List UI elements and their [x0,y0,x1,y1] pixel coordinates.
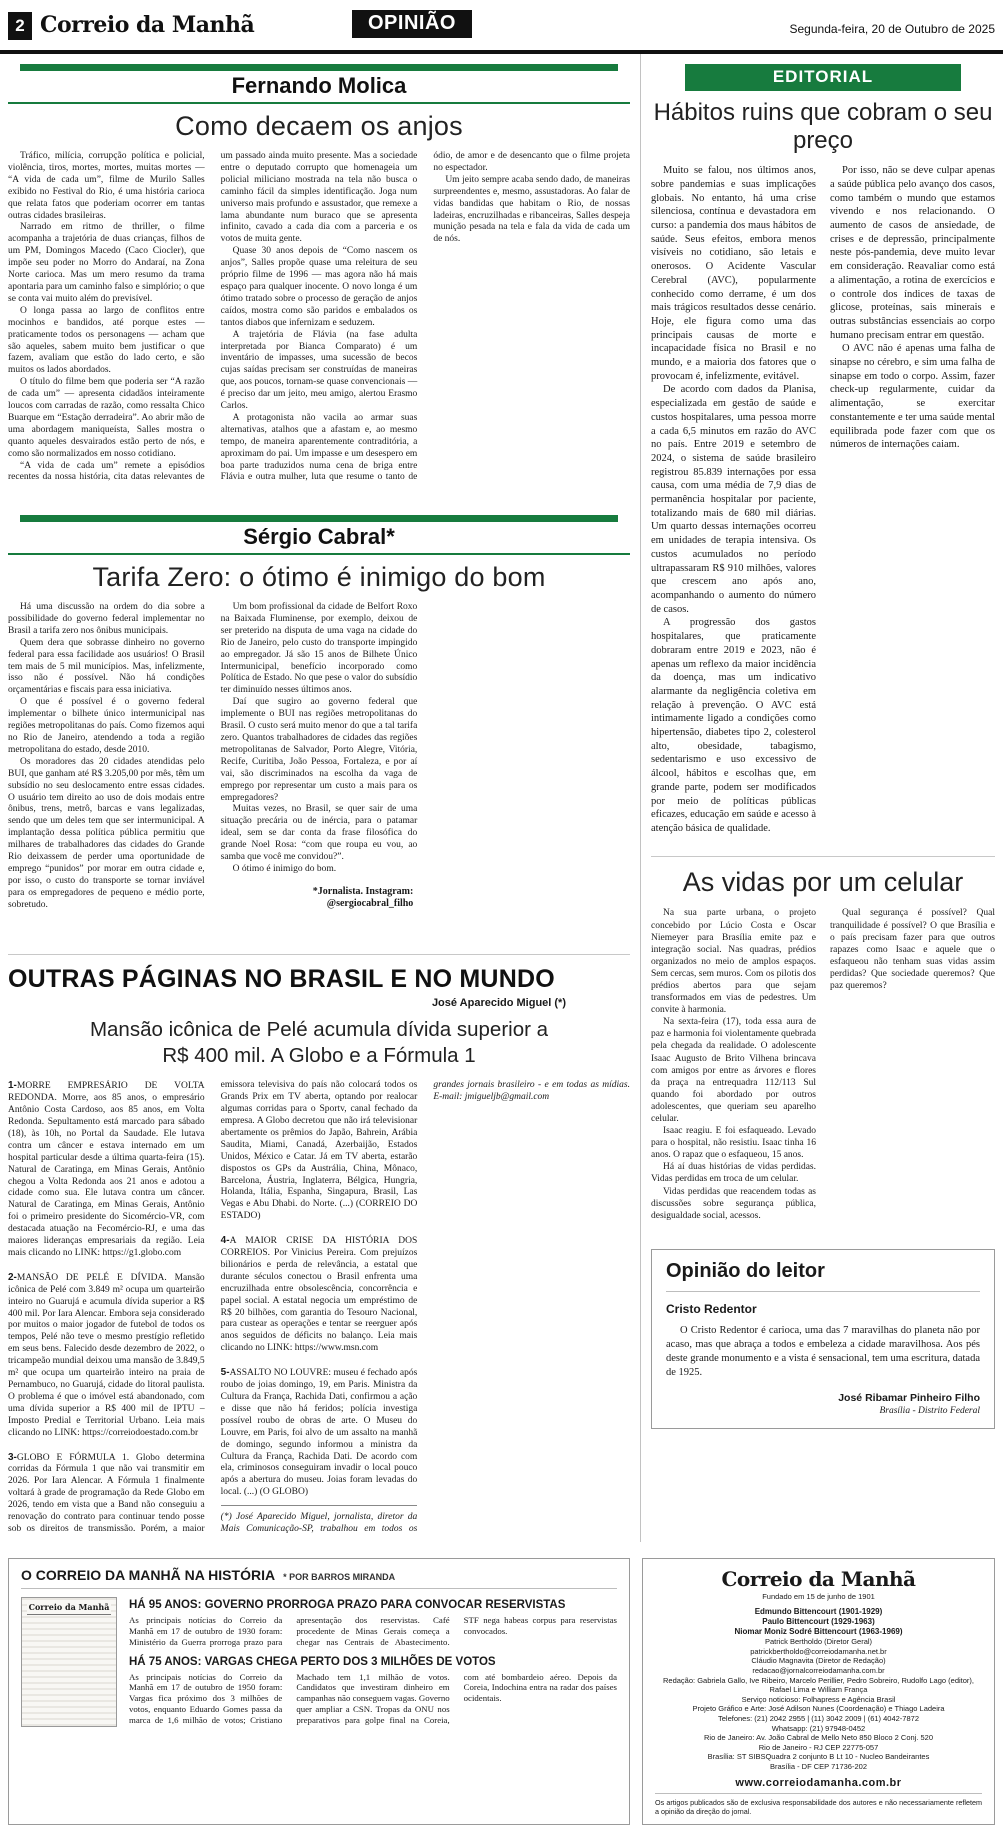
leitor-title: Opinião do leitor [666,1260,825,1283]
paragraph: “A vida de cada um” remete a episódios recentes da nossa história, cita datas relevantes de um passado ainda muito presente. Mas a sociedade entre o deputado corrupto que homenageia um policial miliciano mostrada na tela não busca o caminho fácil da simples identificação. Joga num universo mais profundo e assustador, que remexe a lama abundante num buraco que se apresenta infinito, cavado a cada dia com a parceria e os votos de muita gente. [8,151,418,483]
editorial-label: EDITORIAL [685,64,960,91]
paragraph: Daí que sugiro ao governo federal que implemente o BUI nas regiões metropolitanas do Brasil. O custo será muito menor do que a tal tarifa zero. Quantos trabalhadores de cidades das regiões metropolitanas de Salvador, Porto Alegre, Vitória, Recife, Curitiba, João Pessoa, Fortaleza, e por aí vai, são discriminados na escolha da vaga de emprego por representar um custo a mais para os empregadores? [220,697,418,803]
news-item-text: Morre, aos 85 anos, o empresário Antônio Costa Cardoso, aos 85 anos, em Volta Redonda. Sepultamento está marcado para sábado (18), às 10h, no Portal da Saudade. Ele lutava contra um câncer e estava internado em um hospital particular desde a última quarta-feira (15). Natural de Caratinga, em Minas Gerais, Antônio chegou a Volta Redonda aos 21 anos e adotou a cidade como sua. Ele lutava contra um câncer. Natural de Caratinga, em Minas Gerais, Antônio foi o primeiro presidente do Sicomércio-VR, com destacada atuação na Fecomércio-RJ, e uma das maiores lideranças empresariais da região. Leia mais clicando no LINK: https://g1.globo.com [8,1093,205,1258]
page-number-badge: 2 [8,12,32,40]
masthead-disclaimer: Os artigos publicados são de exclusiva responsabilidade dos autores e não necessariamente refletem a opinião da direção do jornal. [655,1793,982,1816]
article-cabral [8,515,630,934]
paragraph: Muito se falou, nos últimos anos, sobre pandemias e suas implicações globais. No entanto, há uma crise silenciosa, contínua e devastadora em curso: a pandemia dos maus hábitos de saúde. Seus efeitos, embora menos visíveis no cotidiano, são letais e onerosos. O Acidente Vascular Cerebral (AVC), popularmente conhecido como derrame, é um dos mais trágicos resultados desse cenário. Hoje, ele figura como uma das principais causas de morte e incapacidade física no Brasil e no mundo, e a maioria dos fatores que o provocam é, infelizmente, evitável. [651,165,816,382]
news-item [221,1367,418,1499]
page-header [0,0,1003,50]
history-item1-heading: HÁ 95 ANOS: GOVERNO PRORROGA PRAZO PARA CONVOCAR RESERVISTAS [129,1599,566,1612]
founder-line: Niomar Moniz Sodré Bittencourt (1963-1969) [734,1627,903,1637]
outras-body-columns [8,1080,630,1542]
leitor-signature: José Ribamar Pinheiro Filho [838,1392,980,1405]
cabral-green-rule [8,553,630,555]
outras-items [8,1080,417,1542]
paragraph: O AVC não é apenas uma falha de sinapse no cérebro, e sim uma falha de sinapse em todo o corpo. Assim, fazer check-up regularmente, cuidar da alimentação, se exercitar constantemente e ter uma saúde mental equilibrada pode fazer com que os números de internações caiam. [830,343,995,451]
masthead-box [642,1558,995,1824]
bottom-row [0,1558,1003,1824]
history-item1-body: As principais notícias do Correio da Manhã em 17 de outubro de 1930 foram: Ministério da Guerra prorroga prazo para apresentação dos reservistas. Café procedente de Minas Gerais começa a chegar nas Centrais de Abastecimento. STF nega habeas corpus para reservistas convocados. [129,1615,617,1647]
molica-green-bar [20,64,617,71]
history-body [21,1597,617,1733]
paragraph: Narrado em ritmo de thriller, o filme acompanha a trajetória de duas crianças, filhos de um PM, Domingos Macedo (Caco Ciocler), que impõe seu poder no Morro do Andaraí, na Zona Norte carioca. Mas um mero resumo da trama apontaria para um caminho falso e simplório; o que se conta vai muito além do previsível. [8,222,205,304]
section-vidas [651,867,995,1233]
article-molica [8,64,630,489]
section-editorial [651,64,995,846]
news-item-lead: A MAIOR CRISE DA HISTÓRIA DOS CORREIOS. [220,1236,418,1259]
thumbnail-masthead-label: Correio da Manhã [27,1602,111,1615]
cabral-body-columns [8,602,630,934]
newspaper-logo: Correio da Manhã [40,12,255,38]
staff-line: Serviço noticioso: Folhapress e Agência Brasil [741,1694,896,1704]
news-item-number: 3- [8,1451,17,1463]
cabral-footnote [221,886,418,910]
paragraph: A progressão dos gastos hospitalares, que praticamente dobraram entre 2019 e 2023, não é apenas um reflexo da maior incidência da doença, mas um indicativo alarmante da negligência coletiva em relação à prevenção. O AVC está intimamente ligado a condições como hipertensão, diabetes tipo 2, colesterol alto, obesidade, tabagismo, sedentarismo e uso excessivo de álcool, hábitos e escolhas que, em grande parte, podem ser modificados por meio de políticas públicas eficazes, educação em saúde e acesso à atenção básica de qualidade. [651,617,816,834]
staff-line: Telefones: (21) 2042 2955 | (11) 3042 2009 | (61) 4042-7872 [718,1714,919,1723]
paragraph: De acordo com dados da Planisa, especializada em gestão de saúde e custos hospitalares, uma pessoa morre a cada 6,5 minutos em razão do AVC no país. Entre 2019 e setembro de 2024, o sistema de saúde brasileiro registrou 85.839 internações por essa causa, com uma média de 7,9 dias de permanência hospitalar por paciente, totalizando mais de 680 mil diárias. Um quarto dessas internações ocorreu em unidades de terapia intensiva. Os custos acumulados no período ultrapassaram R$ 910 milhões, valores que crescem ano após ano, acompanhando o aumento do número de casos. [651,384,816,615]
molica-paragraphs [8,151,630,489]
staff-line: patrickbertholdo@correiodamanha.net.br [750,1646,887,1656]
news-item-text: museu é fechado após roubo de joias domingo, 19, em Paris. Ministra da Cultura da França, Rachida Dati, confirmou a ação e disse que não há feridos; polícia investiga possível roubo de obras de arte. O Museu do Louvre, em Paris, foi alvo de um assalto na manhã de domingo, segundo informou a ministra da Cultura da França, Rachida Dati. De acordo com ela, criminosos conseguiram invadir o local pouco após a abertura do museu. Joias foram levadas do local. (...) (O GLOBO) [220,1368,418,1498]
news-item-lead: MANSÃO DE PELÉ E DÍVIDA. [16,1272,167,1283]
editorial-headline: Hábitos ruins que cobram o seu preço [653,99,993,154]
paragraph: O longa passa ao largo de conflitos entre mocinhos e bandidos, até porque estes — praticamente todos os personagens — acham que são aqueles, sabem muito bem justificar o que fazem, avaliam que estão do lado certo, e são muitos os lados abordados. [8,305,205,376]
paragraph: Na sexta-feira (17), toda essa aura de paz e harmonia foi violentamente quebrada pela chegada da realidade. O adolescente Isaac Augusto de Brito Vilhena brincava com amigos por entre as árvores e flores da praça na entrequadra 112/113 Sul quando foi abordado por outros adolescentes, que queriam seu aparelho celular. [651,1017,816,1125]
paragraph: Quase 30 anos depois de “Como nascem os anjos”, Salles propõe quase uma releitura de seu próprio filme de 1996 — mas agora não há mais espaço para qualquer inocente. O novo longa é um ótimo tratado sobre o processo de geração de anjos caídos, mostra como são paridos e embalados os tantos diabos que infernizam e seduzem. [220,246,418,328]
cabral-footnote-line2: @sergiocabral_filho [326,897,414,909]
news-item-number: 2- [8,1271,17,1283]
paragraph: Vidas perdidas que reacendem todas as discussões sobre segurança pública, desigualdade social, acessos. [651,1186,816,1221]
staff-line: Redação: Gabriela Gallo, Ive Ribeiro, Marcelo Perillier, Pedro Sobreiro, Rudolfo Lago (editor), Rafael Lima e William França [663,1675,974,1695]
staff-line: Patrick Bertholdo (Diretor Geral) [764,1637,873,1647]
paragraph: O ótimo é inimigo do bom. [232,863,337,874]
news-item [8,1272,205,1440]
masthead-founded: Fundado em 15 de junho de 1901 [762,1592,875,1602]
history-box [8,1558,630,1824]
history-title: O CORREIO DA MANHÃ NA HISTÓRIA [21,1567,276,1584]
editorial-body-columns [651,164,995,846]
vidas-headline: As vidas por um celular [682,867,964,898]
news-item [221,1235,418,1355]
staff-line: Brasília: ST SIBSQuadra 2 conjunto B Lt 10 - Nucleo Bandeirantes [707,1752,930,1762]
outras-title: OUTRAS PÁGINAS NO BRASIL E NO MUNDO [8,965,555,993]
paragraph: Há uma discussão na ordem do dia sobre a possibilidade do governo federal implementar no Brasil a tarifa zero nos ônibus municipais. [8,602,205,636]
paragraph: Isaac reagiu. E foi esfaqueado. Levado para o hospital, não resistiu. Isaac tinha 16 anos. O rapaz que o esfaqueou, 15 anos. [651,1126,816,1161]
column-divider [640,54,641,1542]
founder-line: Paulo Bittencourt (1929-1963) [762,1617,875,1627]
section-label: OPINIÃO [352,10,472,38]
main-content [0,54,1003,1542]
paragraph: O título do filme bem que poderia ser “A razão de cada um” — apresenta cidadãos inteiramente loucos com carradas de razão, como ressalta Chico Buarque em “Estação derradeira”. Ao abrir mão de uma abordagem maniqueísta, Salles mostra o quanto aqueles desvairados estão perto de nós, e como são normalizados em nosso cotidiano. [8,377,205,459]
news-item-number: 5- [220,1367,230,1379]
history-byline: * POR BARROS MIRANDA [283,1572,396,1583]
paragraph: Os moradores das 20 cidades atendidas pelo BUI, que ganham até R$ 3.205,00 por mês, têm um subsídio no seu deslocamento entre essas cidades. O usuário tem direito ao uso de dois modais entre ônibus, trens, metrô, barcas e vans legalizadas, sendo que um deles tem que ser intermunicipal. A implantação dessa política pública permitiu que milhares de trabalhadores das cidades do Grande Rio deixassem de perder uma oportunidade de emprego “punidos” por morar em outra cidade e, por isso, o custo do transporte se tornar inviável para os empregadores de pequeno e médio porte, sobretudo. [8,756,205,910]
news-item-lead: GLOBO E FÓRMULA 1. [16,1452,130,1463]
leitor-rule [666,1291,980,1292]
masthead-website: www.correiodamanha.com.br [735,1776,902,1789]
outras-footnote: (*) José Aparecido Miguel, jornalista, diretor da Mais Comunicação-SP, trabalhou em todos os grandes jornais brasileiro - e em todas as mídias. E-mail: jmigueljb@gmail.com [221,1080,630,1542]
paragraph: Na sua parte urbana, o projeto concebido por Lúcio Costa e Oscar Niemeyer para Brasília emite paz e integração social. Nas quadras, prédios organizados no meio de amplos espaços. Sem cercas, sem muros. Com os pilotis dos prédios abertos para que sejam transformados em vias de pedestres. Um convite à harmonia. [651,908,816,1016]
staff-line: Brasília - DF CEP 71736-202 [770,1761,867,1771]
masthead-staff [655,1637,982,1771]
history-item2-body: As principais notícias do Correio da Manhã em 17 de outubro de 1950 foram: Vargas fica próximo dos 3 milhões de votos, enquanto Eduardo Gomes passa da marca de 1,6 milhão de votos; Cristiano Machado tem 1,1 milhão de votos. Candidatos que investiram dinheiro em campanhas não conseguem vagas. Governo quer ampliar a CSN. Tropas da ONU nos preparativos para golpe final na Coreia, com até bombardeio aéreo. Depois da Coreia, Indochina entra na radar dos países ocidentais. [129,1671,617,1725]
paragraph: Muitas vezes, no Brasil, se quer sair de uma situação precária ou de inércia, para o patamar ideal, sem se dar conta da frase filosófica do grande Noel Rosa: “com que roupa eu vou, ao samba que você me convidou?”. [220,804,418,863]
cabral-headline: Tarifa Zero: o ótimo é inimigo do bom [92,562,546,592]
cabral-footnote-line1: *Jornalista. Instagram: [312,885,414,897]
paragraph: O que é possível é o governo federal implementar o bilhete único intermunicipal nas regiões metropolitanas do país. Como fizemos aqui no Rio de Janeiro, atendendo a toda a região metropolitana do estado, desde 2010. [8,697,205,755]
molica-author: Fernando Molica [231,73,407,98]
paragraph: A trajetória de Flávia (na fase adulta interpretada por Bianca Comparato) é um inventário de impasses, uma sucessão de becos cujas saídas precisam ser construídas de maneiras que, aos poucos, tornam-se quase convencionais — é preciso dar um jeito, meu amigo, alertou Erasmo Carlos. [220,329,418,412]
reader-opinion-box [651,1249,995,1429]
staff-line: Rio de Janeiro - RJ CEP 22775-057 [758,1742,879,1752]
staff-line: redacao@jornalcorreiodamanha.com.br [752,1666,885,1676]
leitor-subtitle: Cristo Redentor [666,1302,757,1317]
cabral-green-bar [20,515,617,522]
outras-subhead: Mansão icônica de Pelé acumula dívida superior a R$ 400 mil. A Globo e a Fórmula 1 [89,1018,549,1067]
editorial-vidas-divider [651,856,995,857]
right-column [651,54,995,1542]
news-item-number: 4- [220,1235,230,1247]
left-column [8,54,630,1542]
edition-date: Segunda-feira, 20 de Outubro de 2025 [789,22,995,36]
staff-line: Rio de Janeiro: Av. João Cabral de Mello Neto 850 Bloco 2 Conj. 520 [703,1733,934,1743]
section-outras-paginas [8,954,630,1542]
editorial-paragraphs [651,164,995,846]
paragraph: Por isso, não se deve culpar apenas a saúde pública pelo avanço dos casos, como também o mundo que estamos vivendo e nos relacionando. O aumento de casos de ansiedade, de crises e de depressão, principalmente neste pós-pandemia, deve muito levar em consideração. Reavaliar como está a alimentação, a rotina de exercícios e o controle dos índices de taxas de glicose, proteínas, sais minerais e outras substâncias essenciais ao corpo humano precisam entrar em questão. [830,165,995,341]
paragraph: Um jeito sempre acaba sendo dado, de maneiras surpreendentes e, mesmo, assustadoras. Ao falar de vidas bandidas que habitam o Rio, de nossas ladeiras, encruzilhadas e ribanceiras, Salles despeja munição pesada na tela e fala da vida de cada um de nós. [433,174,630,245]
news-item-text: Globo determina corridas da Fórmula 1 que não vai transmitir em 2026. Por Iara Alencar. A Fórmula 1 finalmente voltará à grade de programação da Rede Globo em 2026, tendo em vista que a Band não conseguiu a renovação do contrato para continuar tendo posse sob os direitos de transmissão. Porém, a maior emissora televisiva do país não colocará todos os Grands Prix em TV aberta, optando por realocar algumas corridas para o Sportv, canal fechado da empresa. A Globo decretou que não irá televisionar abertamente os prêmios do Japão, Bahrein, Arábia Saudita, Miami, Canadá, Azerbaijão, Estados Unidos, México e Catar. Já em TV aberta, estarão dispostos os GPs da Austrália, China, Mônaco, Barcelona, Áustria, Inglaterra, Bélgica, Hungria, Holanda, Itália, Espanha, Singapura, Brasil, Las Vegas e Abu Dhabi. do Norte. (...) (CORREIO DO ESTADO) [8,1080,418,1534]
paragraph: A protagonista não vacila ao armar suas alternativas, atalhos que a afastam e, ao mesmo tempo, de maneira aparentemente contraditória, a aproximam do pai. Um impasse e um desespero em boa parte traduzidos numa cena de briga entre Flávia e outra mulher, luta que resume o tanto de ódio, de amor e de desencanto que o filme projeta no espectador. [220,151,630,483]
vidas-paragraphs [651,907,995,1233]
leitor-place: Brasília - Distrito Federal [879,1406,980,1417]
staff-line: Cláudio Magnavita (Diretor de Redação) [751,1656,886,1666]
masthead-logo: Correio da Manhã [721,1567,916,1592]
history-header [21,1567,617,1589]
news-item-lead: MORRE EMPRESÁRIO DE VOLTA REDONDA. [8,1081,205,1104]
vidas-body-columns [651,907,995,1233]
molica-body-columns [8,151,630,489]
historic-front-page-thumbnail [21,1597,117,1727]
staff-line: Whatsapp: (21) 97948-0452 [771,1723,866,1733]
history-sections [129,1597,617,1733]
leitor-body: O Cristo Redentor é carioca, uma das 7 maravilhas do planeta não por acaso, mas que abraça a todos e embeleza a cidade maravilhosa. Aos pés deste grande monumento e a vista é sensacional, tem uma escritura, datada de 1925. [666,1325,981,1379]
paragraph: Tráfico, milícia, corrupção política e policial, violência, tiros, mortes, mortes, muitas mortes — “A vida de cada um”, filme de Murilo Salles exibido no Festival do Rio, é uma história carioca que relata fatos que poderiam ocorrer em tantas outras cidades brasileiras. [8,151,205,221]
molica-green-rule [8,102,630,104]
cabral-paragraphs [8,602,417,934]
cabral-author: Sérgio Cabral* [243,524,395,549]
paragraph: Um bom profissional da cidade de Belfort Roxo na Baixada Fluminense, por exemplo, deixou de ser preterido na disputa de uma vaga na cidade do Rio de Janeiro, pelo custo do transporte impingido ao empregador. Já são 15 anos de Bilhete Único Intermunicipal, benefício incorporado como Política de Estado. No que pese o valor do subsídio ter diminuído nesses últimos anos. [220,602,418,696]
news-item-text: Mansão icônica de Pelé com 3.849 m² ocupa um quarteirão inteiro no Guarujá e acumula dívida superior a R$ 400 mil. Por Iara Alencar. Embora seja considerado por muitos o maior jogador de futebol de todos os tempos, Pelé não teve o mesmo prestígio refletido em seus bens. Falecido desde dezembro de 2022, o tricampeão mundial deixou uma mansão de 3.849,5 m² que ocupa um quarteirão inteiro na praia de Pernambuco, no Guarujá, cidade do litoral paulista. O problema é que o imóvel está abandonado, com uma dívida superior a R$ 400 mil de IPTU – Imposto Predial e Territorial Urbano. Leia mais clicando no LINK: https://correiodoestado.com.br [8,1272,205,1438]
paragraph: Qual segurança é possível? Qual tranquilidade é possível? O que Brasília e o país precisam fazer para que outros rapazes como Isaac e aquele que o esfaqueou não tenham suas vidas assim perdidas? Que sociedade queremos? Que paz queremos? [830,908,995,991]
history-item2-heading: HÁ 75 ANOS: VARGAS CHEGA PERTO DOS 3 MILHÕES DE VOTOS [129,1655,496,1668]
paragraph: Quem dera que sobrasse dinheiro no governo federal para essa facilidade aos usuários! O Brasil tem mais de 5 mil municípios. Mas, infelizmente, isso não é possível. Não há condições orçamentárias e fiscais para essa iniciativa. [8,637,205,696]
outras-byline: José Aparecido Miguel (*) [431,997,566,1009]
paragraph: Há aí duas histórias de vidas perdidas. Vidas perdidas em troca de um celular. [651,1162,816,1185]
news-item-number: 1- [8,1080,17,1092]
news-item-lead: ASSALTO NO LOUVRE: [229,1368,332,1379]
founder-line: Edmundo Bittencourt (1901-1929) [754,1607,883,1617]
news-item-text: Por Vinicius Pereira. Com prejuízos bilionários e perda de relevância, a estatal que durante séculos conectou o Brasil enfrenta uma encruzilhada entre obsolescência, concorrência e papel social. A estatal negocia um empréstimo de R$ 20 bilhões, com garantia do Tesouro Nacional, para custear as operações e tentar se reerguer após anos seguidos de déficits no balanço. Leia mais clicando no LINK: https://www.msn.com [220,1248,418,1354]
molica-headline: Como decaem os anjos [175,111,463,141]
masthead-founders [655,1607,982,1637]
staff-line: Projeto Gráfico e Arte: José Adilson Nunes (Coordenação) e Thiago Ladeira [692,1704,945,1714]
news-item [8,1080,205,1260]
